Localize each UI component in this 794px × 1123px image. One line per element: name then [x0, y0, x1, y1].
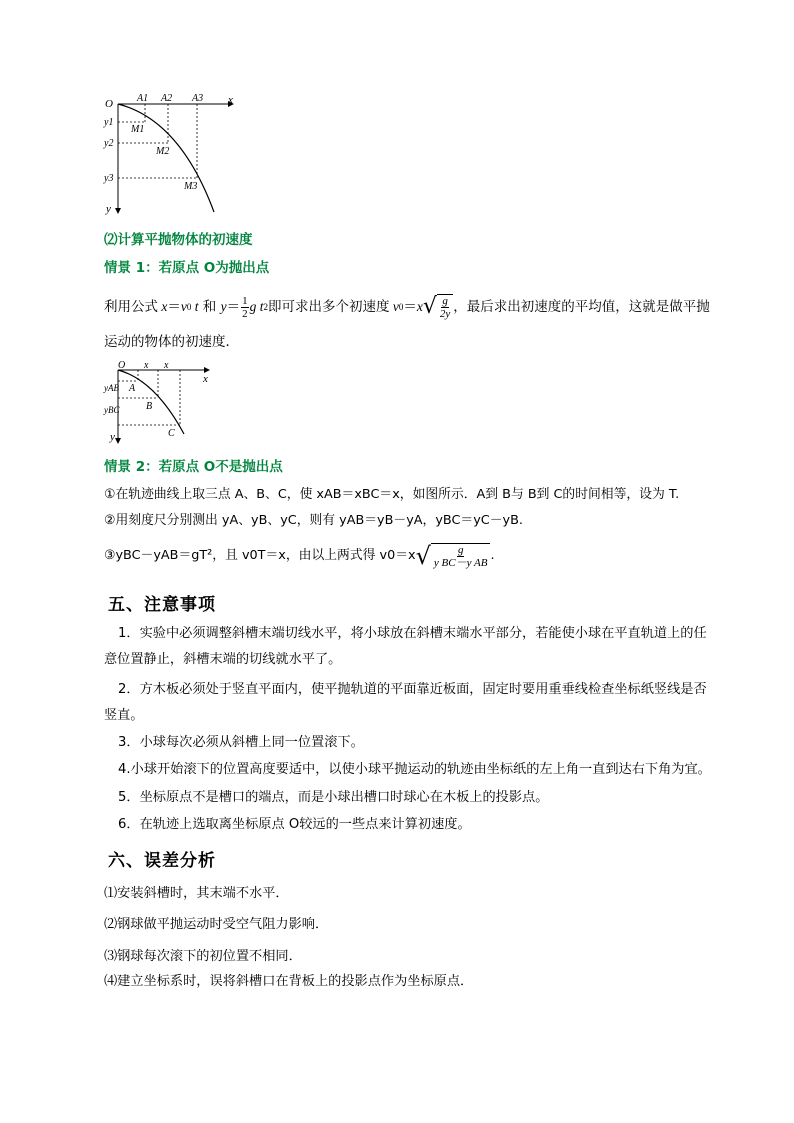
case1-text-c: ，最后求出初速度的平均值，这就是做平抛	[453, 299, 710, 315]
case2-title: 情景 2：若原点 O不是抛出点	[104, 459, 283, 475]
fig2-left-label: yAB	[104, 383, 119, 393]
note-line: 5．坐标原点不是槽口的端点，而是小球出槽口时球心在木板上的投影点。	[118, 790, 549, 805]
case2-step1: ①在轨迹曲线上取三点 A、B、C，使 xAB＝xBC＝x，如图所示．A到 B与 B到 C的时间相等，设为 T.	[104, 487, 680, 502]
figure-trajectory-1	[100, 90, 250, 220]
fig2-point-label: B	[146, 401, 153, 412]
error-item: ⑴安装斜槽时，其末端不水平．	[104, 886, 289, 901]
fig1-left-label: y1	[104, 117, 114, 128]
fig1-origin: O	[105, 98, 113, 110]
fig2-y-axis-label: y	[110, 431, 115, 443]
figure-trajectory-2	[100, 358, 220, 448]
fig1-point-label: M1	[131, 124, 145, 135]
fig2-origin: O	[118, 360, 126, 371]
note-line: 竖直。	[104, 708, 144, 723]
case1-text-b: 即可求出多个初速度	[268, 299, 390, 315]
fig2-point-label: A	[129, 383, 136, 394]
formula-x-vt: x	[158, 299, 168, 314]
fig1-point-label: M2	[156, 146, 170, 157]
section6-heading: 六、误差分析	[108, 851, 216, 871]
fig1-top-label: A3	[192, 93, 204, 104]
fig1-top-label: A1	[137, 93, 149, 104]
case2-step3-text: ③yBC－yAB＝gT²，且 v0T＝x，由以上两式得 v0＝x	[104, 548, 416, 563]
note-line: 2．方木板必须处于竖直平面内，使平抛轨道的平面靠近板面，固定时要用重垂线检查坐标纸竖线是否	[118, 682, 707, 697]
fig1-point-label: M3	[184, 181, 198, 192]
fig2-top-label: x	[144, 360, 149, 371]
case1-text-a: 利用公式	[104, 299, 158, 315]
fig2-left-label: yBC	[104, 405, 120, 415]
sqrt-v0-formula: √ $\frac{g}{\text{y BC－y AB}}$	[416, 543, 491, 569]
fig2-top-label: x	[164, 360, 169, 371]
fig2-x-axis-label: x	[203, 373, 208, 385]
fig1-y-axis-label: y	[106, 203, 111, 215]
sqrt-denominator: y BC－y AB	[433, 557, 488, 569]
fig1-x-axis-label: x	[228, 94, 233, 106]
case1-formula-line: 利用公式 x ＝ v 0 t 和 y ＝ $\frac{1}{2}$ g t 2 即可求出多个初速度 v 0 ＝ x √ $\frac{g}{2y}$ ，最后求出初速度的平均值，这就是做平抛	[104, 294, 710, 320]
fig1-left-label: y2	[104, 138, 114, 149]
case2-step2: ②用刻度尺分别测出 yA、yB、yC，则有 yAB＝yB－yA，yBC＝yC－yB.	[104, 513, 523, 528]
error-item: ⑵钢球做平抛运动时受空气阻力影响．	[104, 917, 329, 932]
fig1-left-label: y3	[104, 173, 114, 184]
sqrt-g-over-2y: √ $\frac{g}{2y}$	[423, 294, 453, 320]
case1-title: 情景 1：若原点 O为抛出点	[104, 260, 270, 276]
note-line: 意位置静止，斜槽末端的切线就水平了。	[104, 652, 342, 667]
note-line: 6．在轨迹上选取离坐标原点 O较远的一些点来计算初速度。	[118, 817, 471, 832]
fraction-half: $\frac{1}{2}$	[242, 294, 248, 320]
note-line: 4.小球开始滚下的位置高度要适中，以使小球平抛运动的轨迹由坐标纸的左上角一直到达右下角为宜。	[118, 762, 711, 777]
fig2-point-label: C	[168, 428, 175, 439]
note-line: 1．实验中必须调整斜槽末端切线水平，将小球放在斜槽末端水平部分，若能使小球在平直轨道上的任	[118, 626, 707, 641]
error-item: ⑷建立坐标系时，误将斜槽口在背板上的投影点作为坐标原点．	[104, 974, 474, 989]
sqrt-numerator: g	[457, 544, 464, 556]
section5-heading: 五、注意事项	[108, 595, 216, 615]
section-heading-initial-velocity: ⑵计算平抛物体的初速度	[104, 232, 253, 248]
error-item: ⑶钢球每次滚下的初位置不相同．	[104, 949, 302, 964]
case1-line2: 运动的物体的初速度．	[104, 334, 239, 350]
note-line: 3．小球每次必须从斜槽上同一位置滚下。	[118, 735, 364, 750]
case2-step3: ③yBC－yAB＝gT²，且 v0T＝x，由以上两式得 v0＝x √ $\frac{g}{\text{y BC－y AB}}$ .	[104, 542, 495, 570]
fig1-top-label: A2	[161, 93, 173, 104]
